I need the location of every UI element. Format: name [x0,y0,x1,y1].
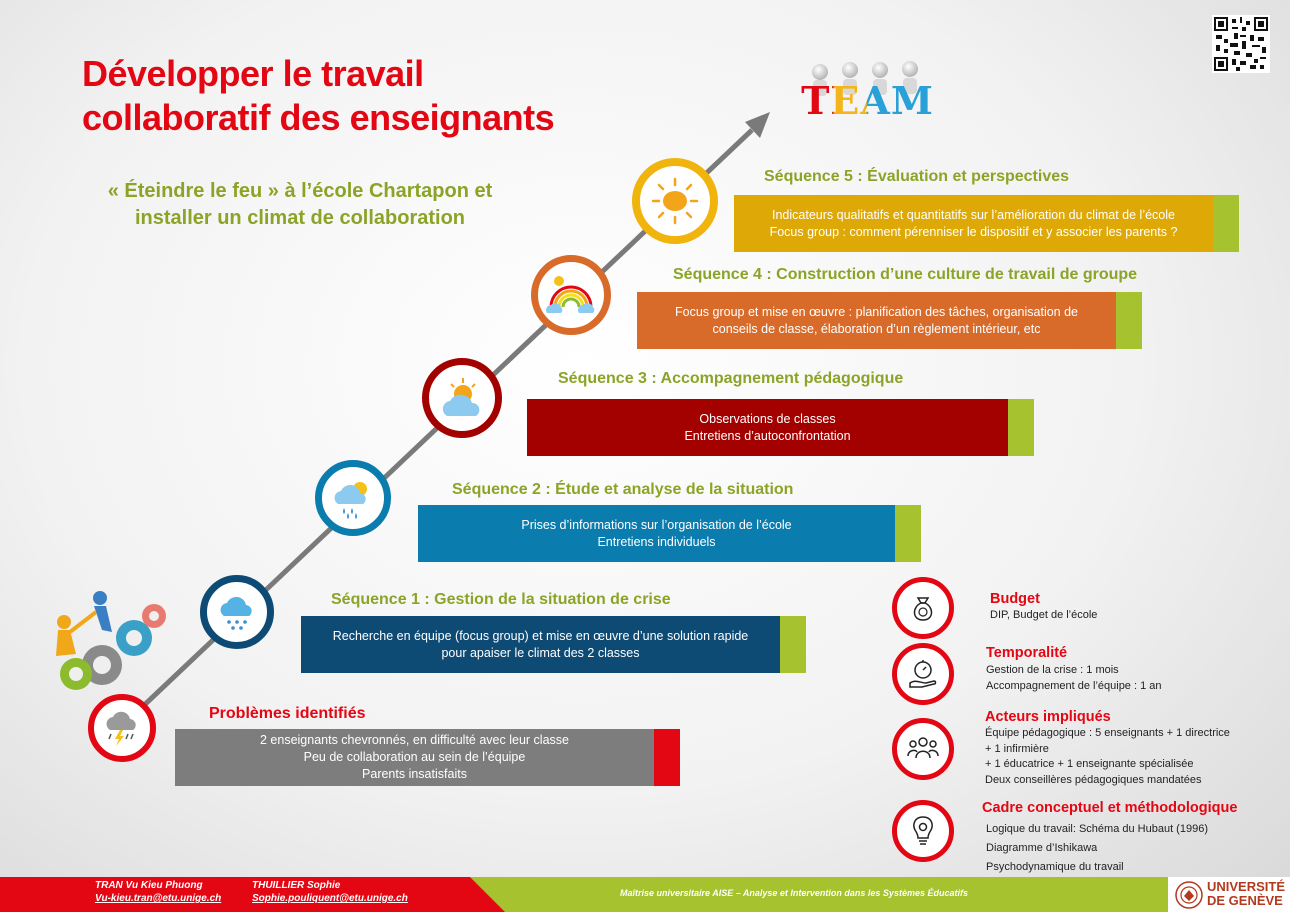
sequence-3-title: Séquence 3 : Accompagnement pédagogique [558,370,904,387]
author-1-email-link[interactable]: Vu-kieu.tran@etu.unige.ch [95,893,222,904]
sequence-3-line: Observations de classes [699,411,836,426]
problems-line: Parents insatisfaits [362,767,467,781]
temporalite-line: Accompagnement de l’équipe : 1 an [986,679,1162,692]
budget-circle [892,577,954,639]
sequence-5-line: Focus group : comment pérenniser le dispositif et y associer les parents ? [769,224,1178,239]
sequence-1-box [301,616,806,673]
sun-cloud-icon [437,376,487,420]
university-seal-icon [1175,881,1203,909]
sequence-1-title: Séquence 1 : Gestion de la situation de crise [331,591,671,608]
sequence-5-accent [1213,195,1239,252]
cadre-title: Cadre conceptuel et méthodologique [982,800,1238,816]
temporalite-circle [892,643,954,705]
acteurs-text [985,726,1230,788]
sequence-1-line: pour apaiser le climat des 2 classes [441,645,640,660]
budget-text [990,608,1097,624]
university-line2: DE GENÈVE [1207,893,1283,908]
stopwatch-hand-icon [906,657,940,691]
problems-accent [654,729,680,786]
sequence-3-circle [422,358,502,438]
budget-title: Budget [990,591,1040,607]
rain-sun-cloud-icon [330,476,376,520]
university-line1: UNIVERSITÉ [1207,879,1286,894]
people-group-icon [906,734,940,764]
temporalite-title: Temporalité [986,645,1068,661]
sequence-4-circle [531,255,611,335]
footer-bar [0,877,1290,912]
acteurs-line: Deux conseillères pédagogiques mandatées [985,773,1202,786]
cadre-text [986,820,1208,877]
problems-line: Peu de collaboration au sein de l’équipe [303,750,526,764]
sequence-2-accent [895,505,921,562]
author-2-name: THUILLIER Sophie [252,880,341,891]
problems-title: Problèmes identifiés [209,705,366,722]
sequence-2-line: Prises d’informations sur l’organisation de l’école [521,517,792,532]
acteurs-line: + 1 éducatrice + 1 enseignante spécialisée [985,758,1194,770]
author-2 [252,879,408,905]
acteurs-title: Acteurs impliqués [985,709,1111,725]
rainbow-icon [545,273,597,317]
temporalite-line: Gestion de la crise : 1 mois [986,664,1119,676]
sequence-2-title: Séquence 2 : Étude et analyse de la situation [452,481,794,498]
lightbulb-gear-icon [908,814,938,848]
budget-line: DIP, Budget de l’école [990,609,1098,621]
sequence-5-title: Séquence 5 : Évaluation et perspectives [764,168,1070,185]
sequence-3-line: Entretiens d’autoconfrontation [684,428,851,443]
sequence-5-line: Indicateurs qualitatifs et quantitatifs sur l’amélioration du climat de l’école [772,207,1175,222]
cadre-circle [892,800,954,862]
storm-cloud-icon [102,708,142,748]
sequence-4-title: Séquence 4 : Construction d’une culture de travail de groupe [673,266,1138,283]
sequence-4-box [637,292,1142,349]
poster-subtitle-line1: « Éteindre le feu » à l’école Chartapon et [107,180,493,202]
temporalite-text [986,663,1162,694]
problems-box [175,729,680,786]
author-1 [95,879,221,905]
problems-circle [88,694,156,762]
sun-icon [650,176,700,226]
sequence-4-line: Focus group et mise en œuvre : planification des tâches, organisation de [675,304,1078,319]
money-bag-icon [907,592,939,624]
cadre-line: Psychodynamique du travail [986,861,1124,873]
sequence-1-circle [200,575,274,649]
poster-title-line1: Développer le travail [82,53,424,94]
sequence-2-box [418,505,921,562]
sequence-5-box [734,195,1239,252]
problems-line: 2 enseignants chevronnés, en difficulté avec leur classe [260,733,569,747]
sequence-5-circle [632,158,718,244]
sequence-2-circle [315,460,391,536]
team-letters: TEAM [801,78,934,123]
poster-title-line2: collaboratif des enseignants [82,97,555,138]
sequence-3-accent [1008,399,1034,456]
university-name [1207,880,1285,908]
acteurs-line: + 1 infirmière [985,742,1049,755]
acteurs-line: Équipe pédagogique : 5 enseignants + 1 directrice [985,727,1230,739]
teamwork-climb-icon [36,580,172,692]
author-1-name: TRAN Vu Kieu Phuong [95,880,203,891]
poster-subtitle-line2: installer un climat de collaboration [134,207,466,229]
rain-cloud-icon [215,592,259,632]
sequence-3-box [527,399,1034,456]
cadre-line: Logique du travail: Schéma du Hubaut (1996) [986,823,1208,835]
acteurs-circle [892,718,954,780]
sequence-4-line: conseils de classe, élaboration d’un règlement intérieur, etc [712,321,1041,336]
author-2-email-link[interactable]: Sophie.pouliquent@etu.unige.ch [252,893,408,904]
cadre-line: Diagramme d’Ishikawa [986,842,1098,854]
sequence-1-accent [780,616,806,673]
sequence-1-line: Recherche en équipe (focus group) et mise en œuvre d’une solution rapide [332,628,749,643]
sequence-4-accent [1116,292,1142,349]
sequence-2-line: Entretiens individuels [597,534,716,549]
program-name: Maîtrise universitaire AISE – Analyse et Intervention dans les Systèmes Éducatifs [620,888,968,898]
